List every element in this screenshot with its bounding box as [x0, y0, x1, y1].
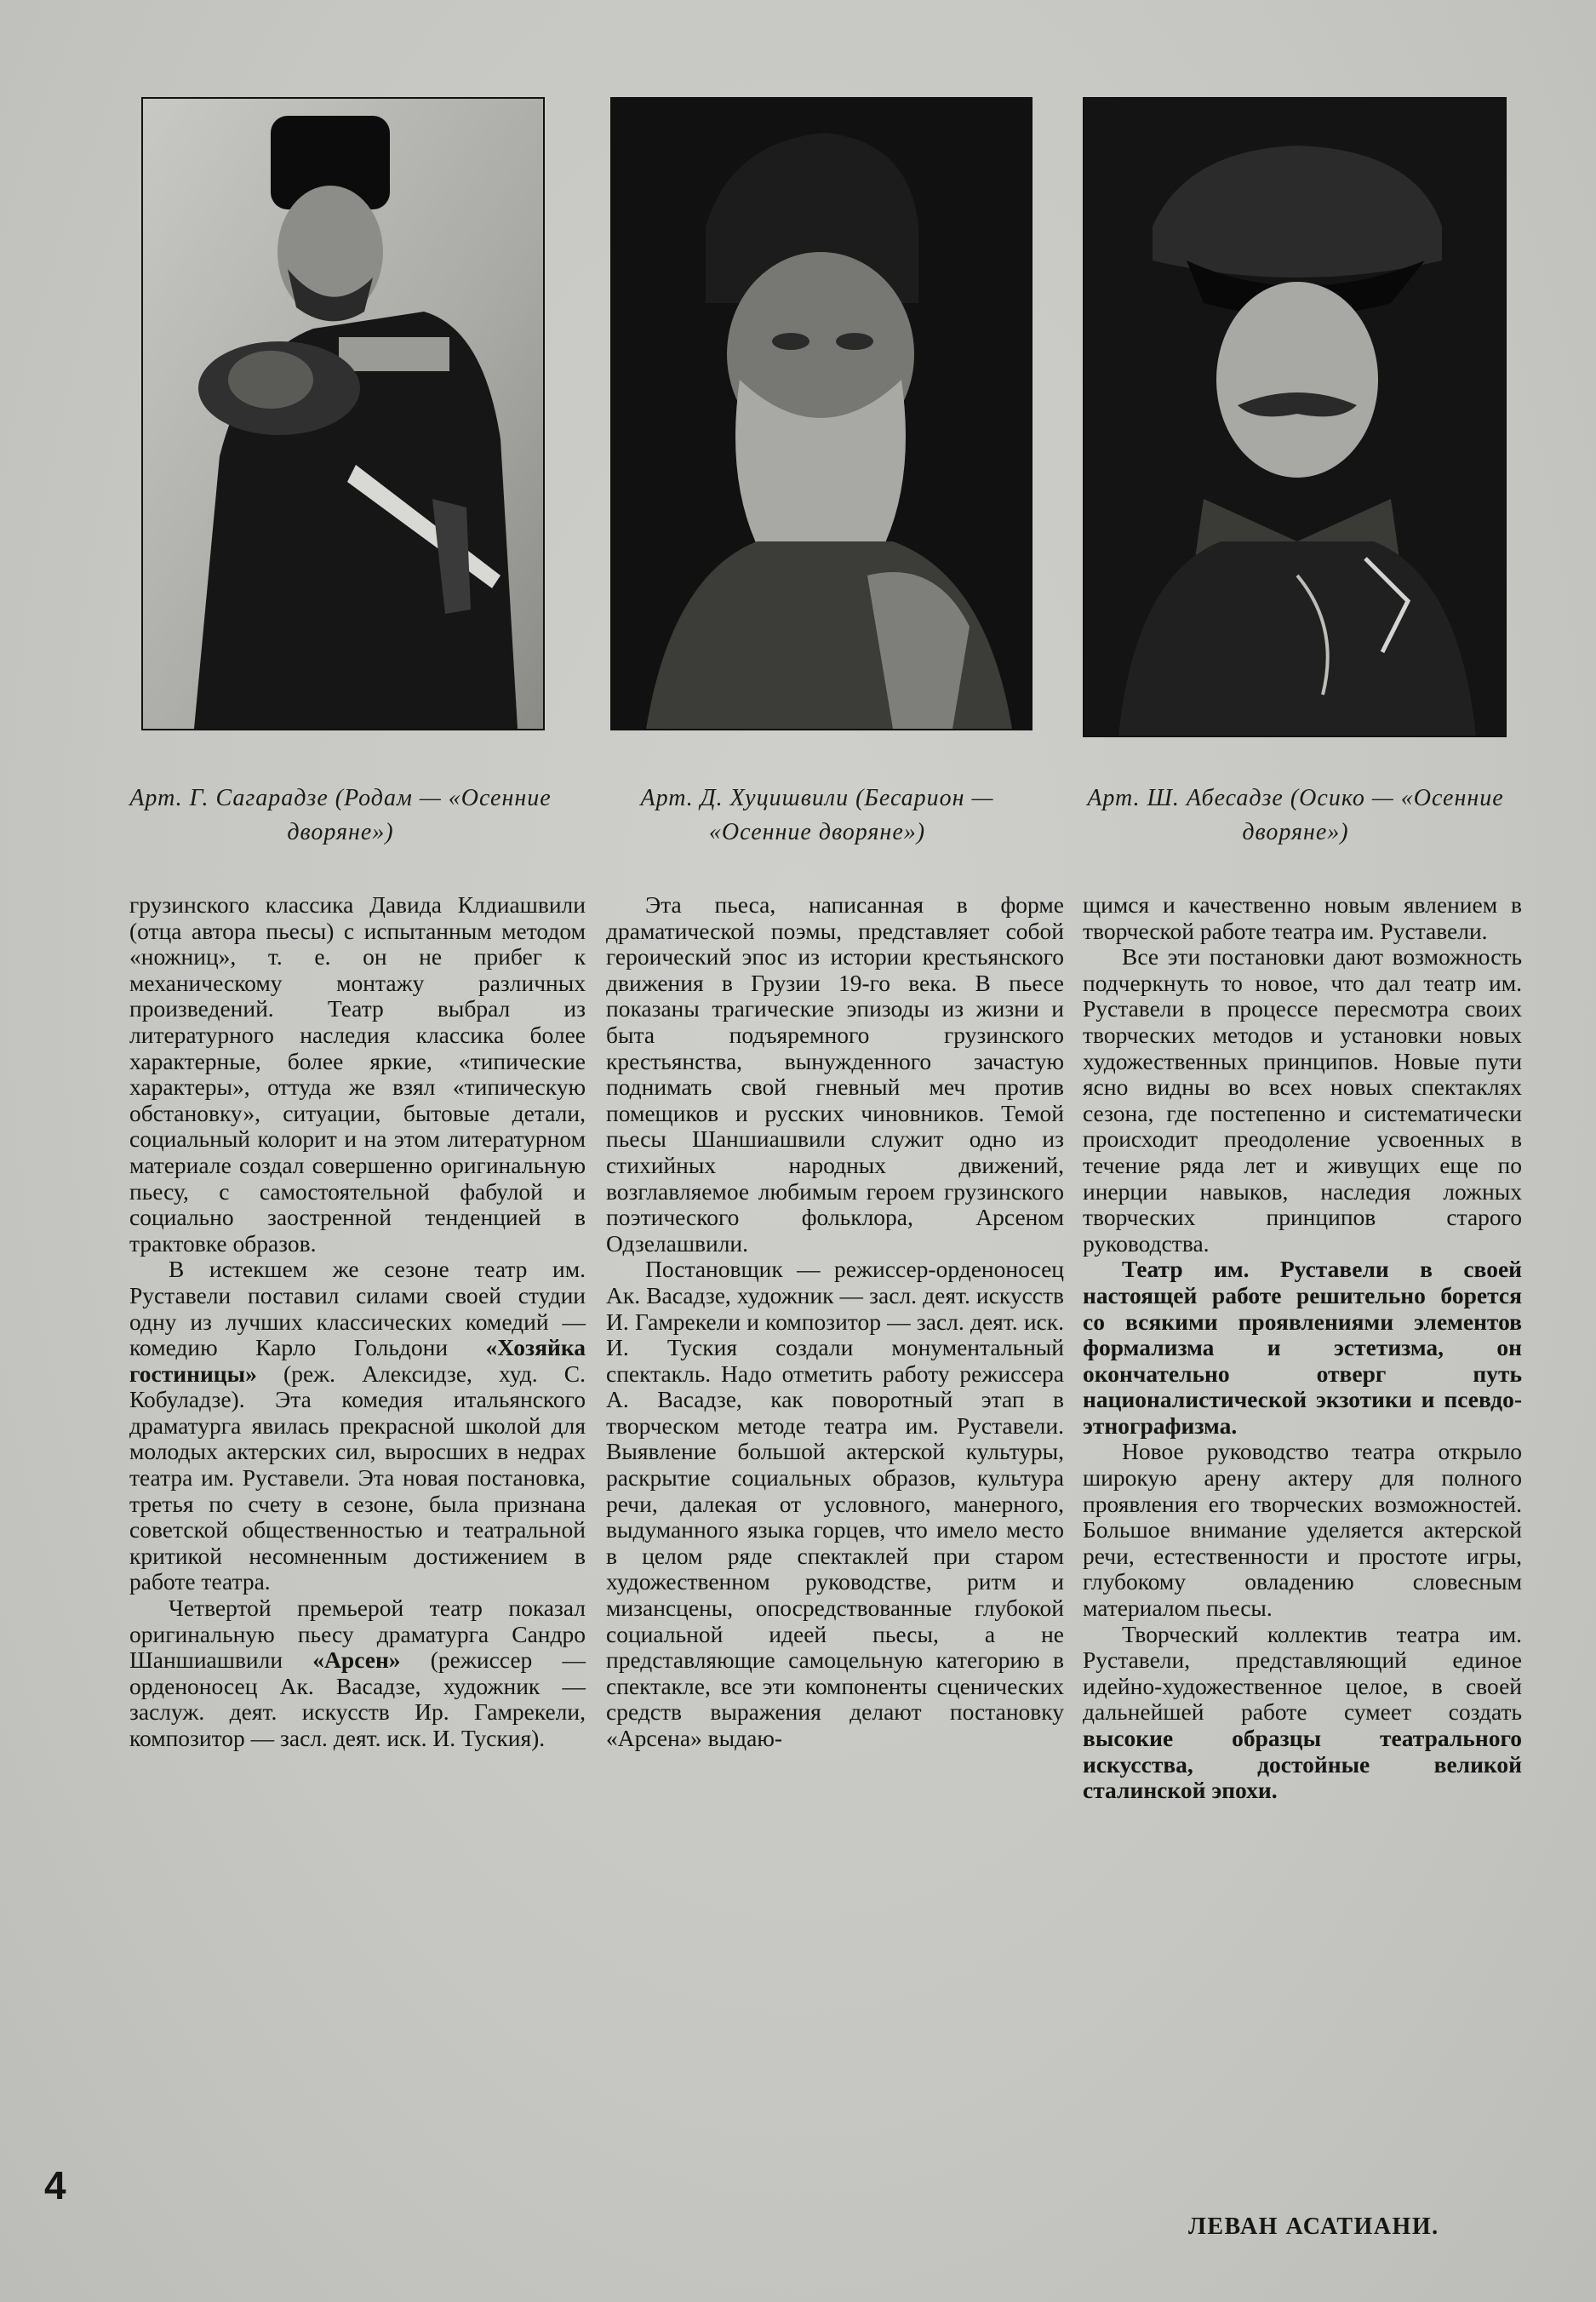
- paragraph: Все эти постановки дают возможность подчеркнуть то новое, что дал театр им. Руставели в процессе пересмотра своих творческих методов и установки новых художественных принципов. Новые пути ясно видны во всех новых спектаклях сезона, где постепенно и систематически происходит преодоление усвоенных в течение ряда лет и живущих еще по инерции навыков, наследия ложных творческих принципов старого руководства.: [1083, 943, 1522, 1257]
- photo-caption-3: Арт. Ш. Абесадзе (Осико — «Осенние дворяне»): [1087, 785, 1504, 845]
- article-column-2: [606, 892, 1064, 1752]
- paragraph-emphasis: Театр им. Руставели в своей настоящей работе решительно борется со всякими проявлениями элементов формализма и эстетизма, он окончательно отверг путь националистической экзотики и псевдо-этнографизма.: [1083, 1256, 1522, 1439]
- paragraph: Новое руководство театра открыло широкую арену актеру для полного проявления его творческих возможностей. Большое внимание уделяется актерской речи, естественности и простоте игры, глубокому овладению словесным материалом пьесы.: [1083, 1438, 1522, 1622]
- play-title: «Арсен»: [312, 1646, 401, 1674]
- paragraph: [1083, 1622, 1522, 1804]
- photo-sagaradze: [141, 97, 545, 730]
- paragraph: Эта пьеса, написанная в форме драматической поэмы, представляет собой героический эпос из истории крестьянского движения в Грузии 19-го века. В пьесе показаны трагические эпизоды из жизни и быта подъяремного грузинского крестьянства, вынужденного зачастую поднимать свой гневный меч против помещиков и русских чиновников. Темой пьесы Шаншиашвили служит одно из стихийных народных движений, возглавляемое любимым героем грузинского поэтического фольклора, Арсеном Одзелашвили.: [606, 891, 1064, 1257]
- photo-caption-1: Арт. Г. Сагарадзе (Родам — «Осенние дворяне»): [129, 785, 552, 845]
- text-run: (реж. Алексидзе, худ. С. Кобуладзе). Эта комедия итальянского драматурга явилась прекрасной школой для молодых актерских сил, выросших в недрах театра им. Руставели. Эта новая постановка, третья по счету в сезоне, была признана советской общественностью и театральной критикой несомненным достижением в работе театра.: [129, 1360, 586, 1595]
- photo-abesadze: [1083, 97, 1507, 737]
- text-run: Творческий коллектив театра им. Руставели, представляющий единое идейно-художественное целое, в своей дальнейшей работе сумеет создать: [1083, 1620, 1522, 1726]
- play-title: «Хозяйка гостиницы»: [129, 1334, 586, 1387]
- photo-abesadze-image: [1084, 99, 1505, 736]
- paragraph: [129, 1257, 586, 1595]
- photo-caption-2: Арт. Д. Хуцишвили (Бесарион — «Осенние дворяне»): [640, 785, 994, 845]
- paragraph: [129, 1595, 586, 1752]
- author-signature: ЛЕВАН АСАТИАНИ.: [1188, 2213, 1439, 2240]
- photo-khutsishvili: [610, 97, 1033, 730]
- photo-khutsishvili-image: [612, 99, 1031, 729]
- text-run: Четвертой премьерой театр показал оригинальную пьесу драматурга Сандро Шаншиашвили: [129, 1595, 586, 1674]
- paragraph: Постановщик — режиссер-орденоносец Ак. Васадзе, художник — засл. деят. искусств И. Гамрекели и композитор — засл. деят. иск. И. Туския создали монументальный спектакль. Надо отметить работу режиссера А. Васадзе, как поворотный этап в творческом методе театра им. Руставели. Выявление большой актерской культуры, раскрытие социальных образов, культура речи, далекая от условного, манерного, выдуманного языка горцев, что имело место в целом ряде спектаклей при старом художественном руководстве, ритм и мизансцены, опосредствованные глубокой социальной идеей пьесы, а не представляющие самоцельную категорию в спектакле, все эти компоненты сценических средств выражения делают постановку «Арсена» выдаю-: [606, 1256, 1064, 1751]
- paragraph: щимся и качественно новым явлением в творческой работе театра им. Руставели.: [1083, 891, 1522, 944]
- photo-sagaradze-image: [143, 99, 543, 729]
- article-column-1: [129, 892, 586, 1752]
- text-run: В истекшем же сезоне театр им. Руставели поставил силами своей студии одну из лучших классических комедий — комедию Карло Гольдони: [129, 1256, 586, 1361]
- page-number: 4: [44, 2163, 66, 2208]
- text-emphasis: высокие образцы театрального искусства, достойные великой сталинской эпохи.: [1083, 1725, 1522, 1804]
- article-column-3: [1083, 892, 1522, 1804]
- text-run: (режиссер — орденоносец Ак. Васадзе, художник — заслуж. деят. искусств Ир. Гамрекели, композитор — засл. деят. иск. И. Туския).: [129, 1646, 586, 1751]
- paragraph: грузинского классика Давида Клдиашвили (отца автора пьесы) с испытанным методом «ножниц», т. е. он не прибег к механическому монтажу различных произведений. Театр выбрал из литературного наследия классика более характерные, более яркие, «типические характеры», оттуда же взял «типическую обстановку», ситуации, бытовые детали, социальный колорит и на этом литературном материале создал совершенно оригинальную пьесу, с самостоятельной фабулой и социально заостренной тенденцией в трактовке образов.: [129, 891, 586, 1257]
